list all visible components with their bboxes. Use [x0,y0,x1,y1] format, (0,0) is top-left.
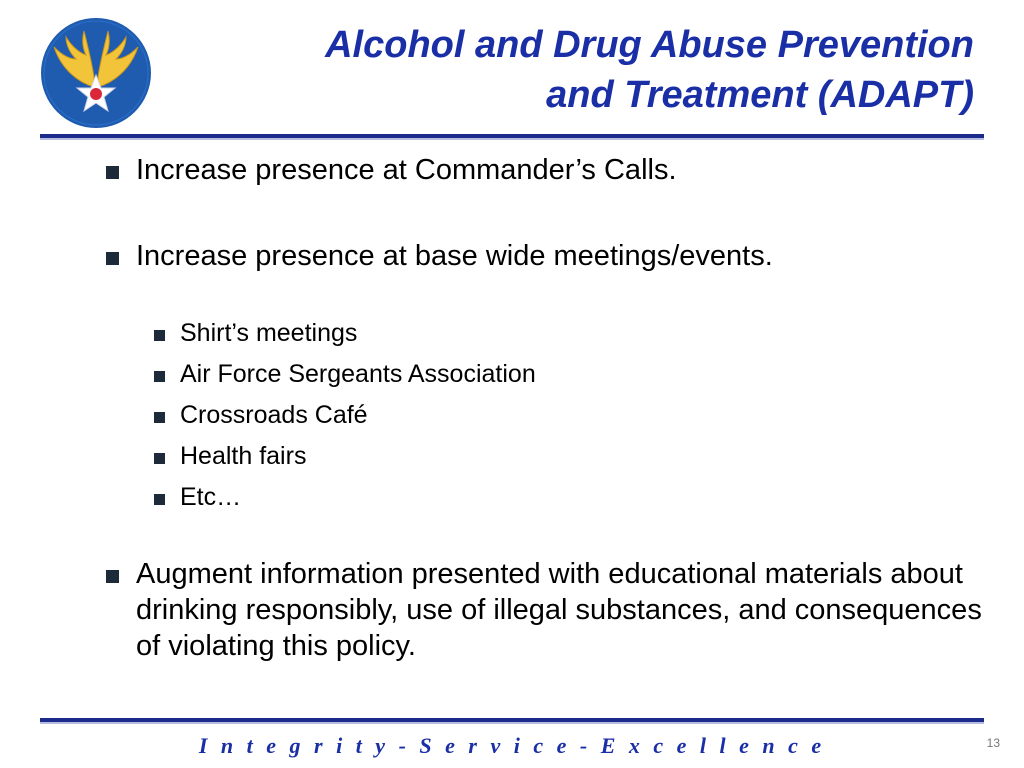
footer-motto: I n t e g r i t y - S e r v i c e - E x c e l l e n c e [198,733,826,758]
slide-content [102,148,982,664]
sub-bullet-item [102,482,982,512]
bullet-item [102,238,982,274]
sub-bullet-item [102,441,982,471]
sub-bullet-item [102,359,982,389]
title-divider [40,134,984,138]
square-bullet-icon [154,494,165,505]
title-line-2: and Treatment (ADAPT) [546,74,974,116]
square-bullet-icon [154,371,165,382]
sub-bullet-text: Health fairs [180,442,307,470]
footer-divider [40,718,984,722]
title-line-1: Alcohol and Drug Abuse Prevention [325,24,974,66]
slide-title [174,20,974,120]
square-bullet-icon [154,412,165,423]
page-number: 13 [986,736,1000,750]
square-bullet-icon [106,166,119,179]
bullet-text: Increase presence at base wide meetings/events. [136,240,773,272]
bullet-text: Increase presence at Commander’s Calls. [136,154,677,186]
bullet-item [102,152,982,188]
square-bullet-icon [106,570,119,583]
square-bullet-icon [154,453,165,464]
air-force-emblem-logo [40,17,152,129]
bullet-text: Augment information presented with educational materials about drinking responsibly, use of illegal substances, and consequences of violating this policy. [136,558,982,662]
square-bullet-icon [154,330,165,341]
square-bullet-icon [106,252,119,265]
sub-bullet-item [102,318,982,348]
sub-bullet-text: Etc… [180,483,242,511]
sub-bullet-text: Air Force Sergeants Association [180,360,536,388]
sub-bullet-item [102,400,982,430]
bullet-item [102,556,982,664]
sub-bullet-text: Crossroads Café [180,401,368,429]
sub-bullet-text: Shirt’s meetings [180,319,358,347]
